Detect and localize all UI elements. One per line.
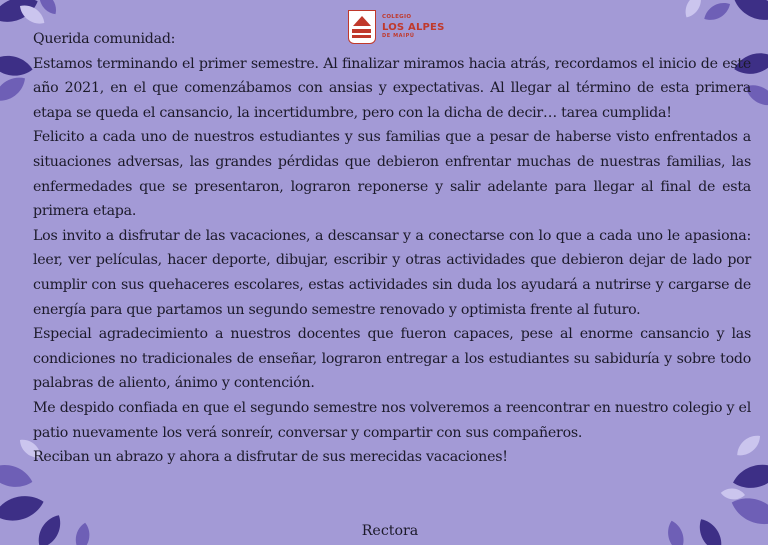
letter-paragraph: Me despido confiada en que el segundo semestre nos volveremos a reencontrar en nuestro colegio y el patio nuevamente los verá sonreír, conversar y compartir con sus compañeros. [33,399,751,441]
letter-paragraph: Felicito a cada uno de nuestros estudiantes y sus familias que a pesar de haberse visto enfrentados a situaciones adversas, las grandes pérdidas que debieron enfrentar muchas de nuestras familias, las enfermedades que se presentaron, lograron reponerse y salir adelante para llegar al final de esta primera etapa. [33,129,751,220]
letter-signature: Rectora [361,523,419,539]
school-name: LOS ALPES [382,21,445,33]
letter-paragraph: Estamos terminando el primer semestre. Al finalizar miramos hacia atrás, recordamos el inicio de este año 2021, en el que comenzábamos con ansias y expectativas. Al llegar al término de esta primera etapa se queda el cansancio, la incertidumbre, pero con la dicha de decir… tarea cumplida! [33,55,751,121]
letter-paragraph: Reciban un abrazo y ahora a disfrutar de sus merecidas vacaciones! [33,449,508,466]
letter-body [33,27,751,470]
school-name-top: COLEGIO [382,14,412,21]
letter-greeting: Querida comunidad: [33,31,176,47]
letter-paragraph: Especial agradecimiento a nuestros docentes que fueron capaces, pese al enorme cansancio y las condiciones no tradicionales de enseñar, lograron entregar a los estudiantes su sabiduría y sobre todo palabras de aliento, ánimo y contención. [33,326,751,392]
school-name-sub: DE MAIPÚ [382,32,415,39]
letter-paragraph: Los invito a disfrutar de las vacaciones, a descansar y a conectarse con lo que a cada uno le apasiona: leer, ver películas, hacer deporte, dibujar, escribir y otras actividades que debieron dejar de lado por cumplir con sus quehaceres escolares, estas actividades sin duda los ayudará a nutrirse y cargarse de energía para que partamos un segundo semestre renovado y optimista frente al futuro. [33,227,751,318]
